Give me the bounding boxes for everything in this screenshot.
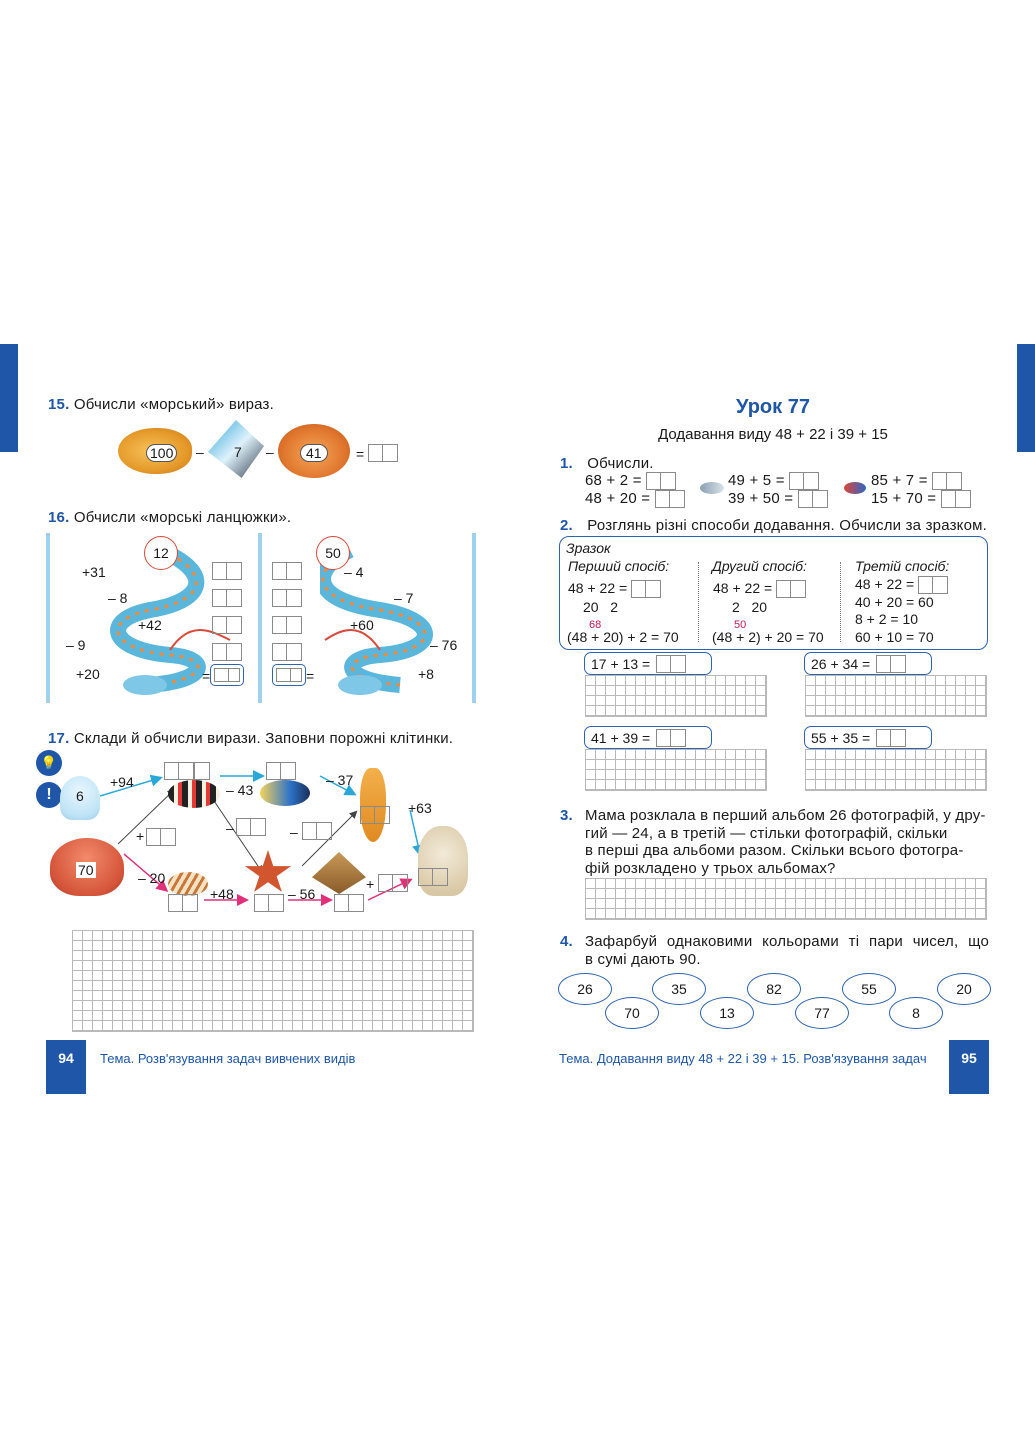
- r-ex1-c1-r1-cell[interactable]: [646, 472, 676, 490]
- right-page-number-tab: [949, 1040, 989, 1094]
- task-1: [584, 652, 712, 675]
- right-chain-op-3: +60: [350, 617, 374, 633]
- number-oval-13[interactable]: [700, 997, 754, 1029]
- r-ex3-line-2: гий — 24, а в третій — стільки фотографій, скільки: [585, 824, 948, 842]
- r-ex3-number: 3.: [560, 807, 573, 824]
- r-ex1-number: 1.: [560, 455, 573, 472]
- ex15-text: Обчисли «морський» вираз.: [73, 396, 274, 413]
- ex15-value-100: 100: [146, 444, 177, 462]
- r-ex4-line-2: в сумі дають 90.: [585, 951, 701, 968]
- oval-13-value: 13: [719, 1005, 735, 1021]
- way2-hint: 50: [734, 619, 747, 631]
- ex17-final-cell[interactable]: [418, 868, 448, 886]
- seahorse-image: [360, 768, 386, 842]
- way1-expr: 48 + 22 =: [568, 580, 628, 596]
- task-4-cell[interactable]: [876, 729, 906, 747]
- ex17-label-f: +48: [210, 886, 234, 902]
- lesson-title: Урок 77: [736, 396, 810, 418]
- ex15-answer-cell[interactable]: [368, 444, 398, 462]
- ex15-heading: [48, 396, 274, 413]
- left-chain-result[interactable]: [210, 664, 244, 686]
- ex17-heading: [48, 730, 453, 747]
- way3-line2: 40 + 20 = 60: [855, 594, 934, 610]
- number-oval-82[interactable]: [747, 973, 801, 1005]
- ex15-value-7: 7: [234, 444, 242, 460]
- r-ex1-col2: [728, 472, 828, 508]
- small-fish-icon-1: [700, 482, 724, 494]
- r-ex4-text: [585, 933, 989, 969]
- ex15-minus-2: –: [266, 444, 274, 460]
- way1-split: 20 2: [583, 599, 619, 615]
- way3-line4: 60 + 10 = 70: [855, 629, 934, 645]
- r-ex1-c1-r2: 48 + 20 =: [585, 490, 651, 508]
- left-chain-start: 12: [153, 545, 169, 561]
- exclamation-glyph: !: [46, 786, 52, 803]
- task-2-grid[interactable]: [805, 675, 987, 717]
- way-divider-2: [840, 562, 841, 642]
- left-page-number: 94: [58, 1050, 74, 1066]
- way3-expr: 48 + 22 =: [855, 576, 915, 592]
- ex17-mid-cell-1[interactable]: [146, 828, 176, 846]
- oval-26-value: 26: [577, 981, 593, 997]
- r-ex3-line-1: Мама розклала в перший альбом 26 фотографій, у дру-: [585, 807, 986, 824]
- ex17-plus-1: +: [136, 828, 145, 844]
- left-chain-op-3: +42: [138, 617, 162, 633]
- oval-8-value: 8: [912, 1005, 920, 1021]
- number-oval-70[interactable]: [605, 997, 659, 1029]
- ex17-mid-cell-2[interactable]: [236, 818, 266, 836]
- ex17-label-d: +63: [408, 800, 432, 816]
- left-page-number-tab: [46, 1040, 86, 1094]
- task-2: [804, 652, 932, 675]
- r-ex3-grid[interactable]: [585, 878, 987, 920]
- r-ex1-c1-r2-cell[interactable]: [655, 490, 685, 508]
- left-chain-op-1: +31: [82, 564, 106, 580]
- left-chain-op-4: – 9: [66, 637, 86, 653]
- way-divider-1: [698, 562, 699, 642]
- ex16-left-bar: [46, 533, 50, 703]
- task-4: [804, 726, 932, 749]
- task-3-cell[interactable]: [656, 729, 686, 747]
- ex17-plus-2: +: [366, 876, 375, 892]
- oval-70-value: 70: [624, 1005, 640, 1021]
- way2-line1: [713, 580, 806, 598]
- ex17-label-g: – 56: [288, 886, 316, 902]
- left-chain-op-2: – 8: [108, 590, 128, 606]
- tropical-fish-image: [168, 780, 220, 808]
- task-1-grid[interactable]: [585, 675, 767, 717]
- way1-cell: [631, 580, 661, 598]
- r-ex1-heading: [560, 455, 654, 472]
- right-chain-equals: =: [306, 668, 315, 684]
- number-oval-77[interactable]: [795, 997, 849, 1029]
- way2-cell: [776, 580, 806, 598]
- number-oval-26[interactable]: [558, 973, 612, 1005]
- way3-line1: [855, 576, 948, 594]
- r-ex1-text: Обчисли.: [587, 455, 654, 472]
- ex17-mid-cell-3[interactable]: [302, 822, 332, 840]
- left-chain-start-circle: [144, 536, 178, 570]
- number-oval-55[interactable]: [842, 973, 896, 1005]
- way2-expr: 48 + 22 =: [713, 580, 773, 596]
- right-edge-tab: [1017, 344, 1035, 452]
- ex17-label-a: +94: [110, 774, 134, 790]
- r-ex2-text: Розглянь різні способи додавання. Обчисли за зразком.: [587, 517, 988, 534]
- right-page-number: 95: [961, 1050, 977, 1066]
- number-oval-20[interactable]: [937, 973, 991, 1005]
- task-4-grid[interactable]: [805, 749, 987, 791]
- r-ex2-number: 2.: [560, 517, 573, 534]
- left-edge-tab: [0, 344, 18, 452]
- way2-result: (48 + 2) + 20 = 70: [712, 629, 824, 645]
- way1-hint: 68: [589, 619, 602, 631]
- oval-55-value: 55: [861, 981, 877, 997]
- r-ex1-c3-r2: 15 + 70 =: [871, 490, 937, 508]
- small-fish-icon-2: [844, 482, 866, 494]
- r-ex1-c3-r2-cell[interactable]: [941, 490, 971, 508]
- ex15-value-41: 41: [300, 444, 328, 462]
- r-ex1-c1-r1: 68 + 2 =: [585, 472, 642, 489]
- task-2-expr: 26 + 34 =: [811, 655, 871, 672]
- ex16-mid-bar: [258, 533, 262, 703]
- right-chain-op-1: – 4: [344, 564, 364, 580]
- ex17-label-e: – 20: [138, 870, 166, 886]
- left-workspace-grid[interactable]: [72, 930, 474, 1032]
- ex16-heading: [48, 509, 291, 526]
- oval-82-value: 82: [766, 981, 782, 997]
- right-chain-start: 50: [325, 545, 341, 561]
- task-4-expr: 55 + 35 =: [811, 729, 871, 746]
- r-ex4-number: 4.: [560, 933, 573, 950]
- way3-line3: 8 + 2 = 10: [855, 611, 919, 627]
- ex15-number: 15.: [48, 396, 70, 413]
- way2-title: Другий спосіб:: [712, 558, 807, 574]
- left-chain-equals: =: [202, 668, 211, 684]
- ex17-minus-2: –: [290, 824, 298, 840]
- ex16-text: Обчисли «морські ланцюжки».: [73, 509, 292, 526]
- nautilus-image: [168, 872, 208, 896]
- r-ex1-col1: [585, 472, 685, 508]
- ex16-number: 16.: [48, 509, 70, 526]
- ex17-bottom-cell-3[interactable]: [334, 894, 364, 912]
- bulb-glyph: 💡: [40, 755, 58, 770]
- oval-20-value: 20: [956, 981, 972, 997]
- number-oval-35[interactable]: [652, 973, 706, 1005]
- right-chain-op-5: +8: [418, 666, 434, 682]
- task-1-cell[interactable]: [656, 655, 686, 673]
- r-ex1-c2-r1: 49 + 5 =: [728, 472, 785, 489]
- r-ex1-c3-r1-cell[interactable]: [932, 472, 962, 490]
- ex15-minus-1: –: [196, 444, 204, 460]
- way1-line1: [568, 580, 661, 598]
- task-3-grid[interactable]: [585, 749, 767, 791]
- oval-77-value: 77: [814, 1005, 830, 1021]
- ex17-number: 17.: [48, 730, 70, 747]
- way3-cell: [918, 576, 948, 594]
- ex17-top-cell-1[interactable]: [164, 762, 210, 780]
- butterflyfish-image: [260, 780, 310, 806]
- way2-split: 2 20: [732, 599, 768, 615]
- task-3: [584, 726, 712, 749]
- right-footer-topic: Тема. Додавання виду 48 + 22 і 39 + 15. Розв'язування задач: [559, 1051, 927, 1066]
- r-ex2-heading: [560, 517, 987, 534]
- lesson-subtitle: Додавання виду 48 + 22 і 39 + 15: [658, 426, 888, 443]
- ex17-start-bottom: 70: [78, 862, 94, 878]
- way1-result: (48 + 20) + 2 = 70: [567, 629, 679, 645]
- r-ex3-line-3: в перші два альбоми разом. Скільки всього фотогра-: [585, 842, 964, 859]
- right-chain-cells[interactable]: [272, 562, 302, 661]
- ex17-bottom-cell-4[interactable]: [378, 874, 408, 892]
- right-chain-result[interactable]: [272, 664, 306, 686]
- ex17-bottom-cell-2[interactable]: [254, 894, 284, 912]
- way1-title: Перший спосіб:: [568, 558, 670, 574]
- r-ex3-line-4: фій розкладено у трьох альбомах?: [585, 859, 836, 877]
- r-ex3-text: [585, 807, 989, 877]
- left-chain-op-5: +20: [76, 666, 100, 682]
- task-3-expr: 41 + 39 =: [591, 729, 651, 746]
- ex17-minus-1: –: [226, 820, 234, 836]
- r-ex1-c2-r1-cell[interactable]: [789, 472, 819, 490]
- sample-label: Зразок: [566, 540, 611, 556]
- ex17-start-top: 6: [76, 788, 84, 804]
- task-1-expr: 17 + 13 =: [591, 655, 651, 672]
- task-2-cell[interactable]: [876, 655, 906, 673]
- ex16-right-bar: [472, 533, 476, 703]
- left-chain-cells[interactable]: [212, 562, 242, 661]
- ex17-right-cell[interactable]: [360, 806, 390, 824]
- ex17-text: Склади й обчисли вирази. Заповни порожні клітинки.: [73, 730, 454, 747]
- r-ex1-col3: [871, 472, 971, 508]
- left-footer-topic: Тема. Розв'язування задач вивчених видів: [100, 1051, 356, 1066]
- r-ex1-c2-r2: 39 + 50 =: [728, 490, 794, 508]
- ex15-equals: =: [356, 446, 365, 462]
- ex17-label-c: – 37: [326, 772, 354, 788]
- number-oval-8[interactable]: [889, 997, 943, 1029]
- r-ex1-c2-r2-cell[interactable]: [798, 490, 828, 508]
- r-ex4-line-1: Зафарбуй однаковими кольорами ті пари чисел, що: [585, 933, 989, 950]
- right-chain-op-4: – 76: [430, 637, 458, 653]
- ex17-top-cell-2[interactable]: [266, 762, 296, 780]
- right-chain-op-2: – 7: [394, 590, 414, 606]
- r-ex1-c3-r1: 85 + 7 =: [871, 472, 928, 489]
- ex17-label-b: – 43: [226, 782, 254, 798]
- oval-35-value: 35: [671, 981, 687, 997]
- way3-title: Третій спосіб:: [855, 558, 950, 574]
- ex17-bottom-cell-1[interactable]: [168, 894, 198, 912]
